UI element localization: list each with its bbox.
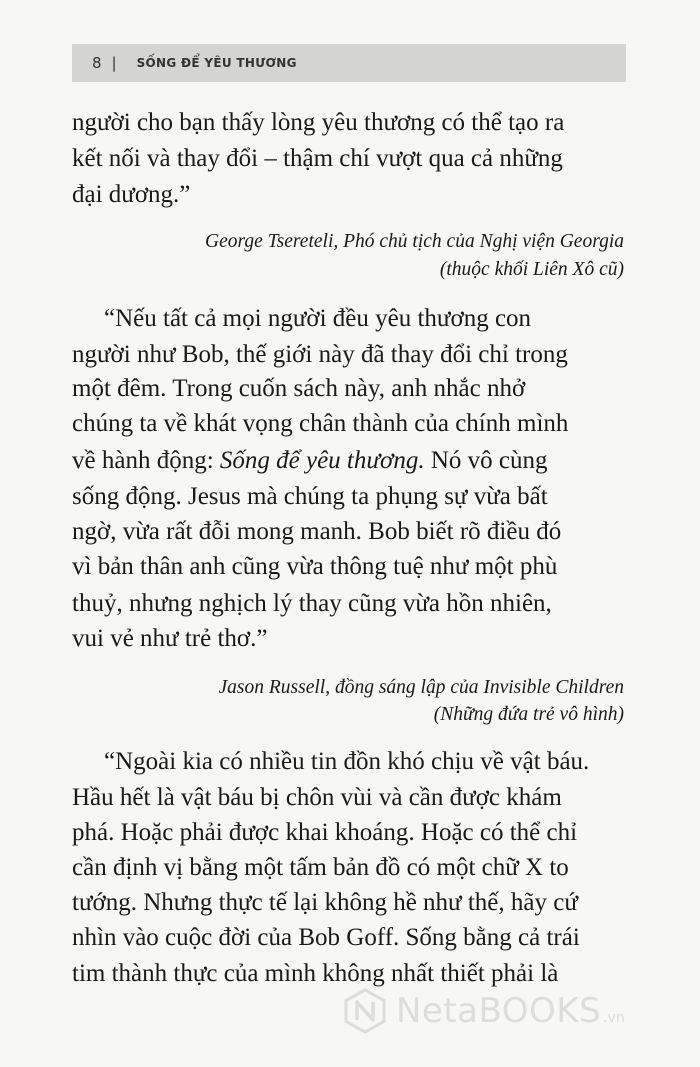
- quote1-attribution-2: (thuộc khối Liên Xô cũ): [439, 259, 624, 280]
- quote1-line-1: người cho bạn thấy lòng yêu thương có thể tạo ra: [72, 109, 565, 136]
- quote2-attribution-2: (Những đứa trẻ vô hình): [433, 704, 624, 725]
- quote1-line-3: đại dương.”: [72, 181, 191, 208]
- watermark: [342, 988, 625, 1034]
- page-number: 8: [92, 54, 102, 72]
- quote2-line-4: chúng ta về khát vọng chân thành của chính mình: [72, 410, 569, 437]
- quote2-line-9: thuỷ, nhưng nghịch lý thay cũng vừa hồn nhiên,: [72, 590, 552, 617]
- header-separator: |: [111, 54, 117, 72]
- quote2-line-3: một đêm. Trong cuốn sách này, anh nhắc nhở: [72, 375, 526, 402]
- quote3-line-6: nhìn vào cuộc đời của Bob Goff. Sống bằng cả trái: [72, 924, 580, 951]
- book-title: SỐNG ĐỂ YÊU THƯƠNG: [136, 56, 297, 70]
- quote1-line-2: kết nối và thay đổi – thậm chí vượt qua cả những: [72, 145, 563, 172]
- watermark-tld: .vn: [603, 1010, 625, 1026]
- quote2-line-1: “Nếu tất cả mọi người đều yêu thương con: [104, 305, 532, 332]
- quote3-line-5: tướng. Nhưng thực tế lại không hề như thế, hãy cứ: [72, 889, 578, 916]
- quote3-line-2: Hầu hết là vật báu bị chôn vùi và cần được khám: [72, 784, 562, 811]
- quote2-line-6: sống động. Jesus mà chúng ta phụng sự vừa bất: [72, 483, 548, 510]
- quote2-line-2: người như Bob, thế giới này đã thay đổi chỉ trong: [72, 341, 568, 368]
- running-header: [72, 44, 626, 82]
- quote1-attribution-1: George Tsereteli, Phó chủ tịch của Nghị viện Georgia: [205, 231, 624, 252]
- quote2-line-8: vì bản thân anh cũng vừa thông tuệ như một phù: [72, 553, 558, 580]
- quote2-line-5-tail: Nó vô cùng: [424, 447, 548, 474]
- quote2-line-5: [72, 446, 548, 476]
- quote3-line-1: “Ngoài kia có nhiều tin đồn khó chịu về vật báu.: [104, 748, 590, 775]
- watermark-brand: NetaBOOKS: [396, 991, 602, 1031]
- quote3-line-7: tim thành thực của mình không nhất thiết phải là: [72, 960, 559, 987]
- book-title-italic: Sống để yêu thương.: [219, 447, 425, 474]
- quote2-line-10: vui vẻ như trẻ thơ.”: [72, 625, 268, 652]
- quote3-line-3: phá. Hoặc phải được khai khoáng. Hoặc có thể chỉ: [72, 819, 578, 846]
- quote2-line-5-text: về hành động:: [72, 447, 220, 474]
- quote2-attribution-1: Jason Russell, đồng sáng lập của Invisible Children: [218, 677, 624, 698]
- quote3-line-4: cần định vị bằng một tấm bản đồ có một chữ X to: [72, 854, 569, 881]
- hexagon-n-logo-icon: [342, 988, 388, 1034]
- quote2-line-7: ngờ, vừa rất đỗi mong manh. Bob biết rõ điều đó: [72, 518, 562, 545]
